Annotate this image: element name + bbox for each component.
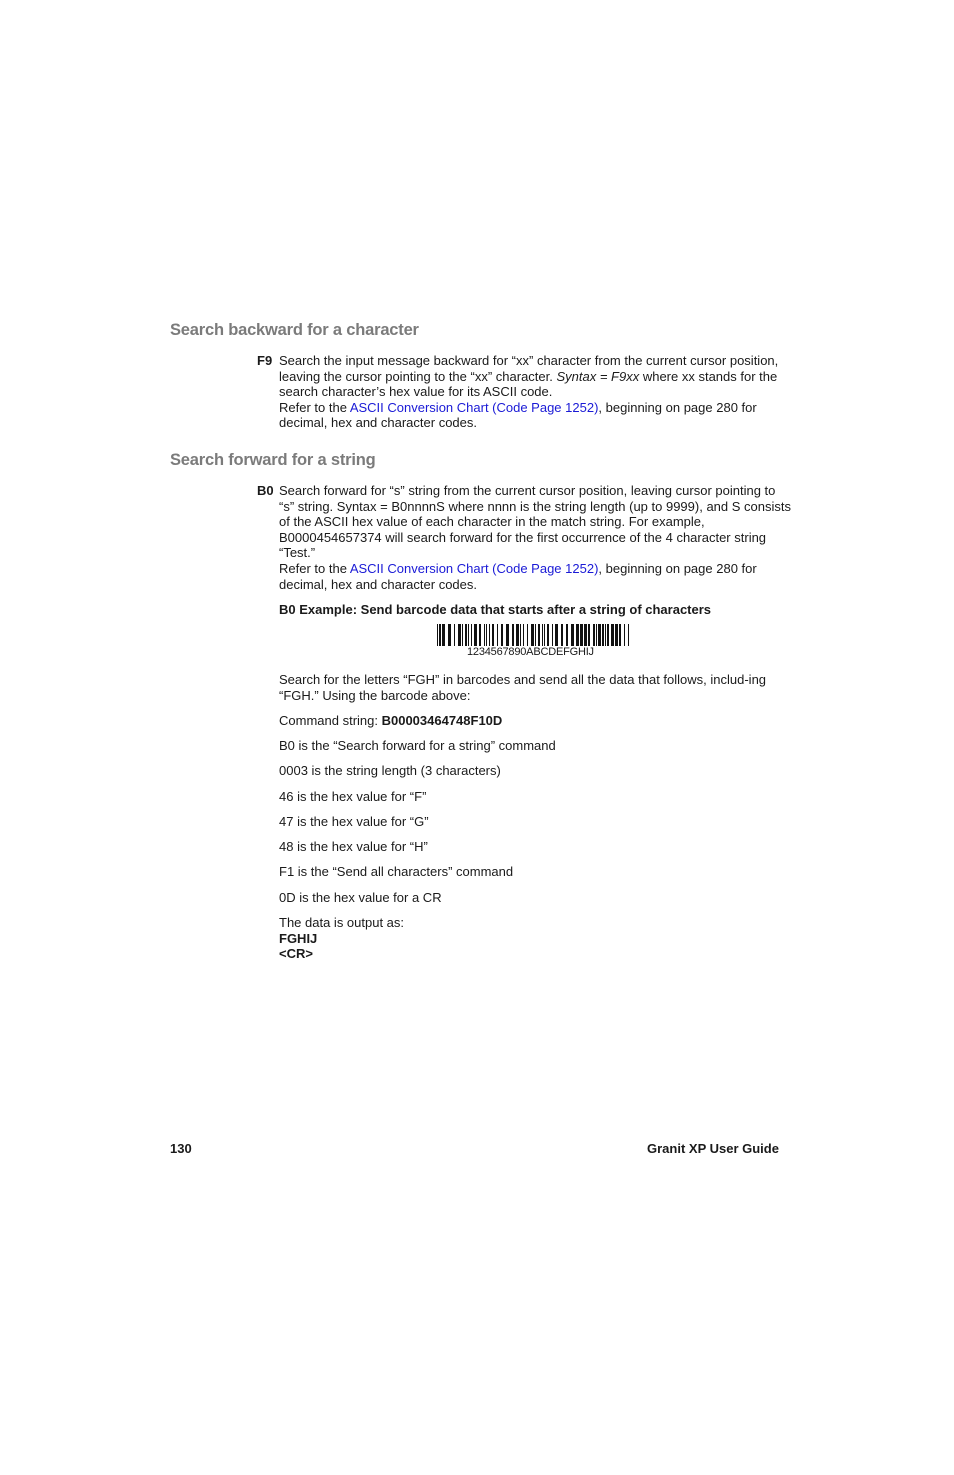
- barcode-bar: [520, 624, 521, 646]
- barcode-bar: [479, 624, 481, 646]
- section-heading-search-forward: Search forward for a string: [170, 451, 376, 469]
- explain-line-4: 47 is the hex value for “G”: [279, 814, 429, 829]
- barcode-bar: [527, 624, 528, 646]
- barcode-bar: [458, 624, 461, 646]
- barcode-bar: [598, 624, 601, 646]
- command-string-value: B00003464748F10D: [381, 713, 503, 728]
- barcode-bar: [531, 624, 534, 646]
- barcode-bar: [607, 624, 609, 646]
- explain-line-2: 0003 is the string length (3 characters): [279, 763, 501, 778]
- barcode-bar: [535, 624, 536, 646]
- barcode-bar: [619, 624, 621, 646]
- f9-syntax: Syntax = F9xx: [556, 368, 640, 384]
- barcode-bar: [486, 624, 487, 646]
- barcode-bar: [571, 624, 574, 646]
- barcode-bar: [538, 624, 540, 646]
- barcode-bar: [439, 624, 441, 646]
- command-code-b0: B0: [257, 483, 274, 498]
- explain-line-5: 48 is the hex value for “H”: [279, 839, 428, 854]
- barcode-bar: [516, 624, 519, 646]
- barcode-bar: [596, 624, 597, 646]
- barcode-bars: [437, 624, 633, 646]
- command-code-f9: F9: [257, 353, 273, 368]
- b0-refer-paragraph: Refer to the ASCII Conversion Chart (Code Page 1252), beginning on page 280 for decimal, hex and character codes.: [279, 560, 757, 592]
- search-paragraph: Search for the letters “FGH” in barcodes and send all the data that follows, includ-ing “FGH.” Using the barcode above:: [279, 672, 767, 703]
- explain-line-1: B0 is the “Search forward for a string” command: [279, 738, 556, 753]
- barcode-bar: [544, 624, 545, 646]
- barcode-bar: [555, 624, 558, 646]
- barcode-bar: [437, 624, 438, 646]
- barcode-bar: [442, 624, 445, 646]
- barcode-bar: [523, 624, 524, 646]
- ascii-chart-link[interactable]: ASCII Conversion Chart (Code Page 1252): [349, 399, 599, 415]
- barcode-bar: [471, 624, 472, 646]
- barcode-text: 1234567890ABCDEFGHIJ: [467, 646, 594, 658]
- f9-paragraph: Search the input message backward for “xx” character from the current cursor position, leaving the cursor pointing to the “xx” character. Syntax = F9xx where xx stands for the search character’s hex value for its ASCII code.: [279, 353, 779, 400]
- output-label: The data is output as:: [279, 915, 405, 930]
- barcode-bar: [547, 624, 549, 646]
- barcode-bar: [615, 624, 618, 646]
- explain-line-6: F1 is the “Send all characters” command: [279, 864, 514, 879]
- output-value-cr: <CR>: [279, 946, 313, 961]
- barcode-bar: [512, 624, 514, 646]
- b0-example-title: B0 Example: Send barcode data that starts after a string of characters: [279, 602, 712, 617]
- barcode-bar: [454, 624, 455, 646]
- f9-refer-paragraph: Refer to the ASCII Conversion Chart (Code Page 1252), beginning on page 280 for decimal, hex and character codes.: [279, 399, 757, 431]
- explain-line-3: 46 is the hex value for “F”: [279, 789, 427, 804]
- page-number: 130: [170, 1141, 192, 1156]
- b0-description: [279, 483, 791, 592]
- barcode-bar: [474, 624, 477, 646]
- barcode-bar: [611, 624, 614, 646]
- output-value-fghij: FGHIJ: [279, 931, 318, 946]
- barcode-bar: [465, 624, 467, 646]
- barcode-bar: [501, 624, 503, 646]
- ascii-chart-link-2[interactable]: ASCII Conversion Chart (Code Page 1252): [349, 560, 599, 576]
- barcode-bar: [628, 624, 629, 646]
- barcode-bar: [602, 624, 604, 646]
- barcode-bar: [552, 624, 553, 646]
- barcode-bar: [484, 624, 485, 646]
- barcode-bar: [593, 624, 595, 646]
- barcode-bar: [489, 624, 490, 646]
- barcode-bar: [497, 624, 498, 646]
- explain-line-7: 0D is the hex value for a CR: [279, 890, 442, 905]
- barcode-bar: [462, 624, 463, 646]
- barcode-bar: [561, 624, 563, 646]
- barcode-bar: [605, 624, 606, 646]
- barcode-bar: [588, 624, 590, 646]
- section-heading-search-backward: Search backward for a character: [170, 321, 419, 339]
- barcode-bar: [506, 624, 509, 646]
- f9-description: [279, 353, 791, 431]
- barcode-bar: [566, 624, 568, 646]
- barcode-bar: [542, 624, 543, 646]
- barcode-bar: [492, 624, 494, 646]
- barcode-bar: [448, 624, 451, 646]
- barcode-bar: [624, 624, 625, 646]
- barcode-image: [437, 624, 633, 660]
- b0-paragraph: Search forward for “s” string from the current cursor position, leaving cursor pointing to “s” string. Syntax = B0nnnnS where nnnn is the string length (up to 9999), and S consists of the ASCII hex value of each character in the match string. For example, B0000454657374 will search forward for the first occurrence of the 4 character string “Test.”: [279, 483, 791, 561]
- command-string-line: Command string: B00003464748F10D: [279, 713, 503, 728]
- barcode-bar: [584, 624, 587, 646]
- barcode-bar: [576, 624, 579, 646]
- guide-title: Granit XP User Guide: [647, 1141, 779, 1156]
- barcode-bar: [468, 624, 469, 646]
- barcode-bar: [580, 624, 583, 646]
